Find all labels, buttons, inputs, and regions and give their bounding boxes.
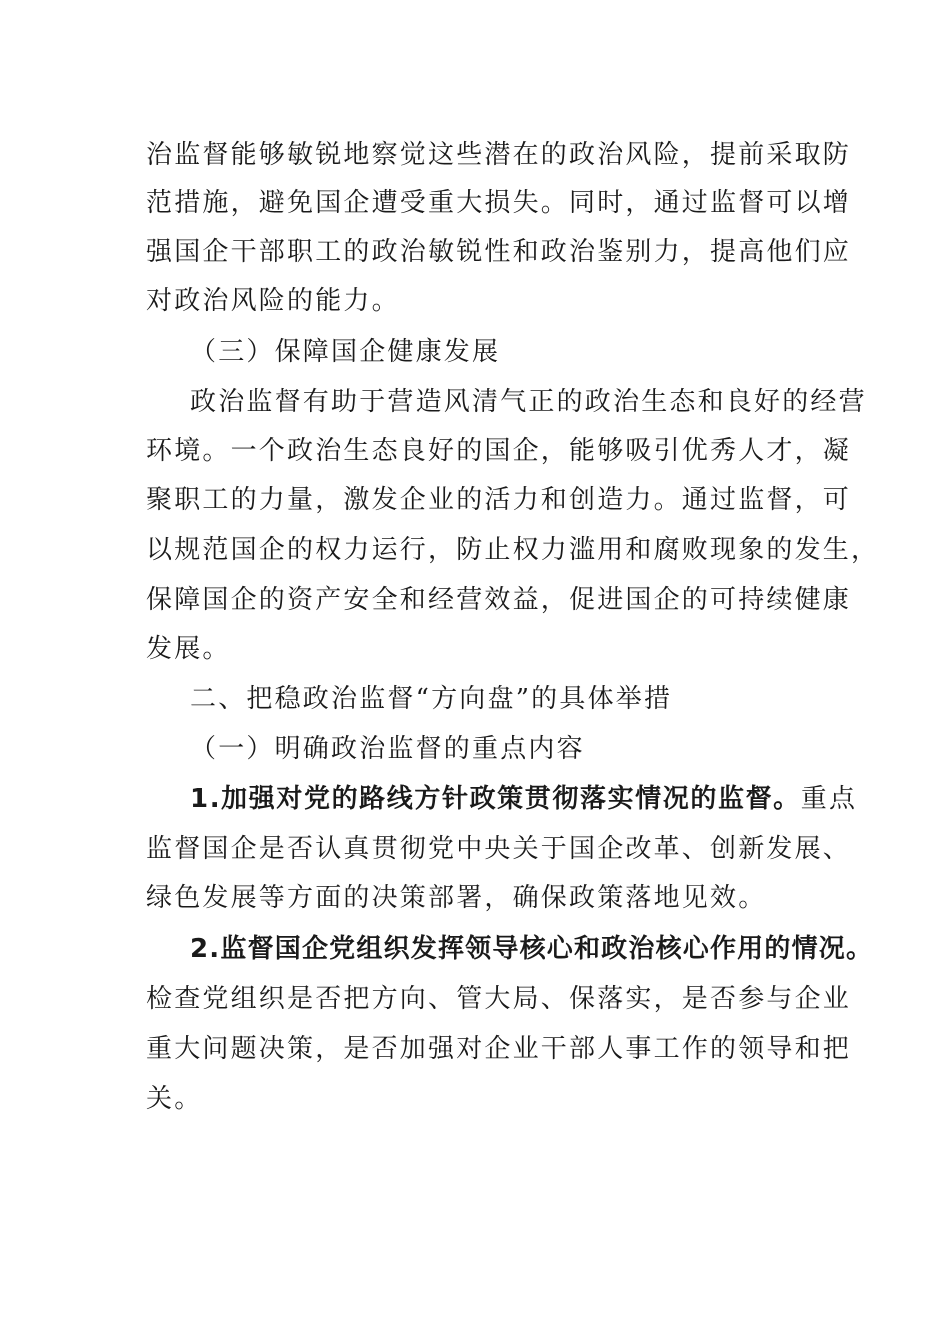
paragraph-line: 政治监督有助于营造风清气正的政治生态和良好的经营 (190, 387, 867, 417)
section-title: 二、把稳政治监督“方向盘”的具体举措 (190, 684, 673, 714)
list-item-2-title: 2.监督国企党组织发挥领导核心和政治核心作用的情况。 (190, 934, 874, 964)
list-item-2-first-line (190, 936, 873, 962)
paragraph-line: 检查党组织是否把方向、管大局、保落实，是否参与企业 (146, 984, 852, 1014)
section-heading: （三）保障国企健康发展 (190, 337, 501, 367)
paragraph-line: 发展。 (146, 634, 231, 664)
paragraph-line: 以规范国企的权力运行，防止权力滥用和腐败现象的发生， (146, 535, 880, 565)
subsection-title: （一）明确政治监督的重点内容 (190, 734, 585, 764)
paragraph-line: 强国企干部职工的政治敏锐性和政治鉴别力，提高他们应 (146, 237, 852, 267)
paragraph-line: 对政治风险的能力。 (146, 286, 400, 316)
paragraph-line: 关。 (146, 1084, 203, 1114)
list-item-1-title: 1.加强对党的路线方针政策贯彻落实情况的监督。 (190, 784, 801, 814)
list-item-1-first-line (190, 786, 857, 812)
paragraph-line: 保障国企的资产安全和经营效益，促进国企的可持续健康 (146, 585, 852, 615)
paragraph-line: 治监督能够敏锐地察觉这些潜在的政治风险，提前采取防 (146, 140, 852, 170)
paragraph-line: 监督国企是否认真贯彻党中央关于国企改革、创新发展、 (146, 834, 852, 864)
paragraph-line: 重大问题决策，是否加强对企业干部人事工作的领导和把 (146, 1034, 852, 1064)
paragraph-line: 范措施，避免国企遭受重大损失。同时，通过监督可以增 (146, 188, 852, 218)
list-item-1-text: 重点 (800, 784, 858, 814)
paragraph-line: 绿色发展等方面的决策部署，确保政策落地见效。 (146, 883, 767, 913)
paragraph-line: 聚职工的力量，激发企业的活力和创造力。通过监督，可 (146, 485, 852, 515)
paragraph-line: 环境。一个政治生态良好的国企，能够吸引优秀人才，凝 (146, 436, 852, 466)
